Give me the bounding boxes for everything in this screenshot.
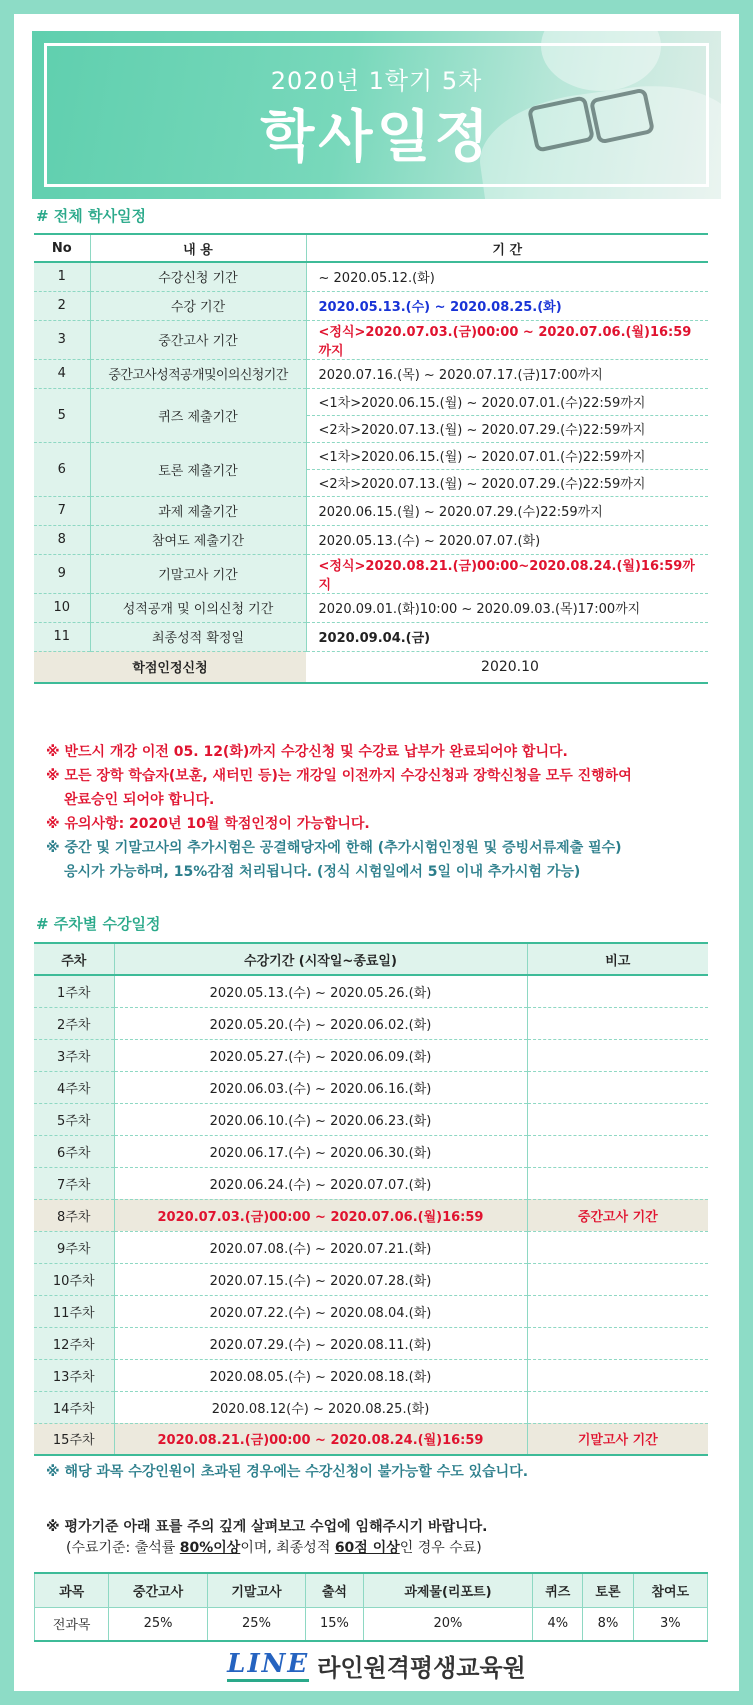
notice-line: ※ 반드시 개강 이전 05. 12(화)까지 수강신청 및 수강료 납부가 완료되어야 합니다.	[46, 744, 568, 760]
row-item: 최종성적 확정일	[90, 622, 306, 651]
table-row	[34, 1231, 708, 1263]
row-period-first: <1차>2020.06.15.(월) ~ 2020.07.01.(수)22:59까지	[306, 388, 708, 415]
organization-name: 라인원격평생교육원	[317, 1654, 526, 1682]
criteria-text: 인 경우 수료)	[399, 1540, 482, 1556]
week-remark	[527, 1359, 708, 1391]
col-header-period: 기 간	[306, 234, 708, 262]
week-period: 2020.05.13.(수) ~ 2020.05.26.(화)	[114, 975, 527, 1007]
table-row	[34, 1071, 708, 1103]
table-row	[34, 359, 708, 388]
col-header: 기말고사	[207, 1573, 305, 1607]
cell: 25%	[109, 1607, 207, 1641]
week-remark	[527, 1295, 708, 1327]
row-item: 기말고사 기간	[90, 554, 306, 593]
cell: 15%	[306, 1607, 363, 1641]
row-no: 4	[34, 359, 90, 388]
row-period: <정식>2020.08.21.(금)00:00~2020.08.24.(월)16:59까지	[306, 554, 708, 593]
section-heading-schedule: # 전체 학사일정	[36, 207, 146, 225]
table-row	[34, 1103, 708, 1135]
col-header: 과제물(리포트)	[363, 1573, 533, 1607]
week-label: 14주차	[34, 1391, 114, 1423]
notice-line: 응시가 가능하며, 15%감점 처리됩니다. (정식 시험일에서 5일 이내 추가시험 가능)	[64, 864, 581, 880]
week-label: 3주차	[34, 1039, 114, 1071]
cell: 4%	[533, 1607, 583, 1641]
week-label: 15주차	[34, 1423, 114, 1455]
credit-application-label: 학점인정신청	[34, 651, 306, 683]
week-label: 2주차	[34, 1007, 114, 1039]
row-no: 5	[34, 388, 90, 442]
cell: 전과목	[35, 1607, 109, 1641]
section-heading-weekly: # 주차별 수강일정	[36, 915, 161, 933]
table-row	[34, 1295, 708, 1327]
credit-application-value: 2020.10	[306, 651, 708, 683]
enrollment-limit-note: ※ 해당 과목 수강인원이 초과된 경우에는 수강신청이 불가능할 수도 있습니다.	[46, 1464, 529, 1480]
row-item: 수강 기간	[90, 291, 306, 320]
table-row	[34, 554, 708, 593]
week-period: 2020.08.12(수) ~ 2020.08.25.(화)	[114, 1391, 527, 1423]
row-item: 과제 제출기간	[90, 496, 306, 525]
row-no: 10	[34, 593, 90, 622]
cell: 8%	[583, 1607, 633, 1641]
week-period: 2020.06.03.(수) ~ 2020.06.16.(화)	[114, 1071, 527, 1103]
row-no: 11	[34, 622, 90, 651]
score-threshold: 60점 이상	[334, 1540, 400, 1556]
table-row	[34, 262, 708, 291]
table-row	[34, 496, 708, 525]
table-row	[34, 1263, 708, 1295]
row-no: 2	[34, 291, 90, 320]
week-label: 4주차	[34, 1071, 114, 1103]
row-period: 2020.07.16.(목) ~ 2020.07.17.(금)17:00까지	[306, 359, 708, 388]
row-period-first: <1차>2020.06.15.(월) ~ 2020.07.01.(수)22:59까지	[306, 442, 708, 469]
col-header-period: 수강기간 (시작일~종료일)	[114, 943, 527, 975]
week-period: 2020.07.03.(금)00:00 ~ 2020.07.06.(월)16:59	[114, 1199, 527, 1231]
row-item: 토론 제출기간	[90, 442, 306, 496]
notice-line: ※ 모든 장학 학습자(보훈, 새터민 등)는 개강일 이전까지 수강신청과 장학신청을 모두 진행하여	[46, 768, 632, 784]
week-period: 2020.05.20.(수) ~ 2020.06.02.(화)	[114, 1007, 527, 1039]
week-remark	[527, 1327, 708, 1359]
week-label: 5주차	[34, 1103, 114, 1135]
table-row	[34, 622, 708, 651]
row-period: 2020.06.15.(월) ~ 2020.07.29.(수)22:59까지	[306, 496, 708, 525]
row-period-second: <2차>2020.07.13.(월) ~ 2020.07.29.(수)22:59까지	[306, 469, 708, 496]
notice-line: 완료승인 되어야 합니다.	[64, 792, 215, 808]
row-period: 2020.09.04.(금)	[306, 622, 708, 651]
table-header-row	[34, 943, 708, 975]
table-row	[35, 1607, 708, 1641]
table-row-midterm	[34, 1199, 708, 1231]
row-period: <정식>2020.07.03.(금)00:00 ~ 2020.07.06.(월)16:59까지	[306, 320, 708, 359]
week-remark	[527, 1167, 708, 1199]
col-header: 참여도	[633, 1573, 707, 1607]
header-banner	[32, 31, 721, 199]
weekly-schedule-table	[34, 942, 708, 1456]
row-period: ~ 2020.05.12.(화)	[306, 262, 708, 291]
table-header-row	[35, 1573, 708, 1607]
cell: 3%	[633, 1607, 707, 1641]
row-no: 7	[34, 496, 90, 525]
week-label: 9주차	[34, 1231, 114, 1263]
week-period: 2020.06.10.(수) ~ 2020.06.23.(화)	[114, 1103, 527, 1135]
week-remark	[527, 1231, 708, 1263]
row-item: 참여도 제출기간	[90, 525, 306, 554]
table-row	[34, 1007, 708, 1039]
row-period: 2020.05.13.(수) ~ 2020.07.07.(화)	[306, 525, 708, 554]
week-remark	[527, 1135, 708, 1167]
week-label: 8주차	[34, 1199, 114, 1231]
table-row	[34, 1327, 708, 1359]
table-row	[34, 593, 708, 622]
table-row	[34, 320, 708, 359]
table-row	[34, 1135, 708, 1167]
table-row	[34, 975, 708, 1007]
col-header-no: No	[34, 234, 90, 262]
row-item: 수강신청 기간	[90, 262, 306, 291]
table-header-row	[34, 234, 708, 262]
table-row-final	[34, 1423, 708, 1455]
row-item: 퀴즈 제출기간	[90, 388, 306, 442]
week-remark: 중간고사 기간	[527, 1199, 708, 1231]
banner-title: 학사일정	[260, 105, 493, 170]
table-row	[34, 1359, 708, 1391]
evaluation-intro: ※ 평가기준 아래 표를 주의 깊게 살펴보고 수업에 임해주시기 바랍니다.	[46, 1519, 488, 1535]
col-header-remark: 비고	[527, 943, 708, 975]
col-header: 과목	[35, 1573, 109, 1607]
col-header: 토론	[583, 1573, 633, 1607]
week-remark	[527, 1103, 708, 1135]
table-row	[34, 525, 708, 554]
week-remark	[527, 1071, 708, 1103]
week-label: 13주차	[34, 1359, 114, 1391]
row-no: 8	[34, 525, 90, 554]
footer-logo	[0, 1648, 753, 1683]
week-remark	[527, 975, 708, 1007]
col-header-week: 주차	[34, 943, 114, 975]
week-period: 2020.08.21.(금)00:00 ~ 2020.08.24.(월)16:59	[114, 1423, 527, 1455]
criteria-text: (수료기준: 출석률	[66, 1540, 180, 1556]
banner-subtitle: 2020년 1학기 5차	[270, 67, 483, 95]
row-item: 중간고사성적공개및이의신청기간	[90, 359, 306, 388]
week-period: 2020.06.17.(수) ~ 2020.06.30.(화)	[114, 1135, 527, 1167]
table-row	[34, 388, 708, 415]
week-remark	[527, 1039, 708, 1071]
table-row	[34, 1167, 708, 1199]
col-header: 중간고사	[109, 1573, 207, 1607]
week-remark	[527, 1263, 708, 1295]
cell: 20%	[363, 1607, 533, 1641]
row-item: 중간고사 기간	[90, 320, 306, 359]
row-period: 2020.05.13.(수) ~ 2020.08.25.(화)	[306, 291, 708, 320]
table-row	[34, 442, 708, 469]
row-period-second: <2차>2020.07.13.(월) ~ 2020.07.29.(수)22:59까지	[306, 415, 708, 442]
week-label: 11주차	[34, 1295, 114, 1327]
row-no: 9	[34, 554, 90, 593]
row-no: 3	[34, 320, 90, 359]
evaluation-table	[34, 1572, 708, 1642]
completion-criteria	[66, 1537, 482, 1557]
notice-line: ※ 중간 및 기말고사의 추가시험은 공결해당자에 한해 (추가시험인정원 및 증빙서류제출 필수)	[46, 840, 622, 856]
row-no: 1	[34, 262, 90, 291]
week-remark	[527, 1391, 708, 1423]
table-row	[34, 1039, 708, 1071]
week-period: 2020.07.22.(수) ~ 2020.08.04.(화)	[114, 1295, 527, 1327]
attendance-threshold: 80%이상	[179, 1540, 241, 1556]
notice-block	[46, 740, 696, 884]
criteria-text: 이며, 최종성적	[240, 1540, 335, 1556]
week-label: 7주차	[34, 1167, 114, 1199]
week-remark	[527, 1007, 708, 1039]
col-header: 퀴즈	[533, 1573, 583, 1607]
row-no: 6	[34, 442, 90, 496]
week-period: 2020.07.15.(수) ~ 2020.07.28.(화)	[114, 1263, 527, 1295]
week-period: 2020.06.24.(수) ~ 2020.07.07.(화)	[114, 1167, 527, 1199]
week-period: 2020.05.27.(수) ~ 2020.06.09.(화)	[114, 1039, 527, 1071]
credit-application-row	[34, 651, 708, 683]
week-remark: 기말고사 기간	[527, 1423, 708, 1455]
line-logo: LINE	[227, 1649, 309, 1682]
row-item: 성적공개 및 이의신청 기간	[90, 593, 306, 622]
table-row	[34, 291, 708, 320]
week-label: 12주차	[34, 1327, 114, 1359]
week-label: 6주차	[34, 1135, 114, 1167]
row-period: 2020.09.01.(화)10:00 ~ 2020.09.03.(목)17:00까지	[306, 593, 708, 622]
col-header: 출석	[306, 1573, 363, 1607]
week-period: 2020.07.08.(수) ~ 2020.07.21.(화)	[114, 1231, 527, 1263]
academic-schedule-table	[34, 233, 708, 684]
notice-line: ※ 유의사항: 2020년 10월 학점인정이 가능합니다.	[46, 816, 370, 832]
col-header-item: 내 용	[90, 234, 306, 262]
week-label: 1주차	[34, 975, 114, 1007]
week-period: 2020.07.29.(수) ~ 2020.08.11.(화)	[114, 1327, 527, 1359]
week-label: 10주차	[34, 1263, 114, 1295]
table-row	[34, 1391, 708, 1423]
week-period: 2020.08.05.(수) ~ 2020.08.18.(화)	[114, 1359, 527, 1391]
cell: 25%	[207, 1607, 305, 1641]
